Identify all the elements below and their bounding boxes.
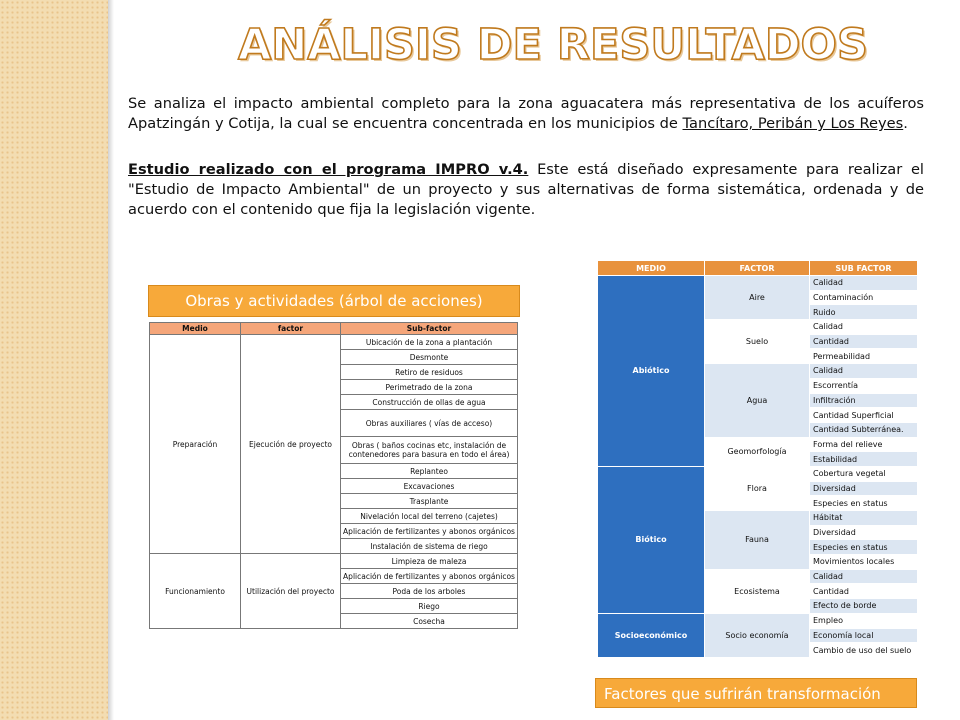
list-item: Efecto de borde: [810, 599, 918, 614]
table-row: Riego: [341, 599, 518, 614]
list-item: Especies en status: [810, 540, 918, 555]
factor-utilizacion: Utilización del proyecto: [241, 554, 341, 629]
right-caption: Factores que sufrirán transformación: [595, 678, 917, 708]
list-item: Calidad: [810, 276, 918, 291]
table-row: Construcción de ollas de agua: [341, 395, 518, 410]
header-medio: MEDIO: [598, 261, 705, 276]
list-item: Estabilidad: [810, 452, 918, 467]
table-row: Aplicación de fertilizantes y abonos orgánicos: [341, 569, 518, 584]
list-item: Calidad: [810, 569, 918, 584]
list-item: Diversidad: [810, 481, 918, 496]
list-item: Diversidad: [810, 525, 918, 540]
list-item: Cantidad Subterránea.: [810, 422, 918, 437]
left-caption: Obras y actividades (árbol de acciones): [148, 285, 520, 317]
list-item: Cambio de uso del suelo: [810, 643, 918, 658]
intro-text: Se analiza el impacto ambiental completo para la zona aguacatera más representativa de los acuíferos Apatzingán y Cotija, la cual se encuentra concentrada en los municipios de: [128, 95, 924, 132]
list-item: Calidad: [810, 320, 918, 335]
table-row: Nivelación local del terreno (cajetes): [341, 509, 518, 524]
intro-paragraph: [128, 94, 924, 134]
table-row: Trasplante: [341, 494, 518, 509]
study-text: Este está diseñado expresamente para realizar el "Estudio de Impacto Ambiental" de un proyecto y sus alternativas de forma sistemática, ordenada y de acuerdo con el contenido que fija la legislación vigente.: [128, 161, 924, 218]
slide-title: ANÁLISIS DE RESULTADOS: [238, 20, 869, 70]
list-item: Especies en status: [810, 496, 918, 511]
table-row: Limpieza de maleza: [341, 554, 518, 569]
table-row: Cosecha: [341, 614, 518, 629]
table-row: Aplicación de fertilizantes y abonos orgánicos: [341, 524, 518, 539]
factor-socioeconomia: Socio economía: [705, 613, 810, 657]
list-item: Cobertura vegetal: [810, 466, 918, 481]
factor-geomorfologia: Geomorfología: [705, 437, 810, 466]
list-item: Escorrentía: [810, 378, 918, 393]
strip-shadow: [108, 0, 114, 720]
study-heading: Estudio realizado con el programa IMPRO v.4.: [128, 161, 529, 178]
factor-suelo: Suelo: [705, 320, 810, 364]
list-item: Contaminación: [810, 290, 918, 305]
list-item: Movimientos locales: [810, 555, 918, 570]
list-item: Cantidad: [810, 334, 918, 349]
factor-flora: Flora: [705, 466, 810, 510]
header-subfactor: Sub-factor: [341, 323, 518, 335]
factor-fauna: Fauna: [705, 511, 810, 570]
factor-agua: Agua: [705, 364, 810, 437]
table-row: Desmonte: [341, 350, 518, 365]
table-row: Replanteo: [341, 464, 518, 479]
header-factor: factor: [241, 323, 341, 335]
table-row: Excavaciones: [341, 479, 518, 494]
decorative-left-strip: [0, 0, 108, 720]
table-row: Poda de los arboles: [341, 584, 518, 599]
table-row: Obras ( baños cocinas etc, instalación de contenedores para basura en todo el área): [341, 437, 518, 464]
factor-ecosistema: Ecosistema: [705, 569, 810, 613]
study-paragraph: [128, 160, 924, 220]
table-row: Instalación de sistema de riego: [341, 539, 518, 554]
list-item: Forma del relieve: [810, 437, 918, 452]
table-row: Perimetrado de la zona: [341, 380, 518, 395]
intro-end: .: [903, 115, 908, 132]
table-row: Obras auxiliares ( vías de acceso): [341, 410, 518, 437]
list-item: Infiltración: [810, 393, 918, 408]
municipios-link[interactable]: Tancítaro, Peribán y Los Reyes: [682, 115, 904, 132]
medio-abiotico: Abiótico: [598, 276, 705, 467]
header-subfactor: SUB FACTOR: [810, 261, 918, 276]
factor-aire: Aire: [705, 276, 810, 320]
list-item: Ruido: [810, 305, 918, 320]
list-item: Calidad: [810, 364, 918, 379]
medio-biotico: Biótico: [598, 466, 705, 613]
list-item: Empleo: [810, 613, 918, 628]
factor-ejecucion: Ejecución de proyecto: [241, 335, 341, 554]
medio-funcionamiento: Funcionamiento: [150, 554, 241, 629]
factors-table: [597, 260, 918, 658]
list-item: Cantidad Superficial: [810, 408, 918, 423]
table-row: Retiro de residuos: [341, 365, 518, 380]
medio-preparacion: Preparación: [150, 335, 241, 554]
list-item: Hábitat: [810, 511, 918, 526]
header-medio: Medio: [150, 323, 241, 335]
header-factor: FACTOR: [705, 261, 810, 276]
table-row: Ubicación de la zona a plantación: [341, 335, 518, 350]
medio-socioeconomico: Socioeconómico: [598, 613, 705, 657]
list-item: Permeabilidad: [810, 349, 918, 364]
list-item: Economía local: [810, 628, 918, 643]
list-item: Cantidad: [810, 584, 918, 599]
actions-table: [149, 322, 518, 629]
